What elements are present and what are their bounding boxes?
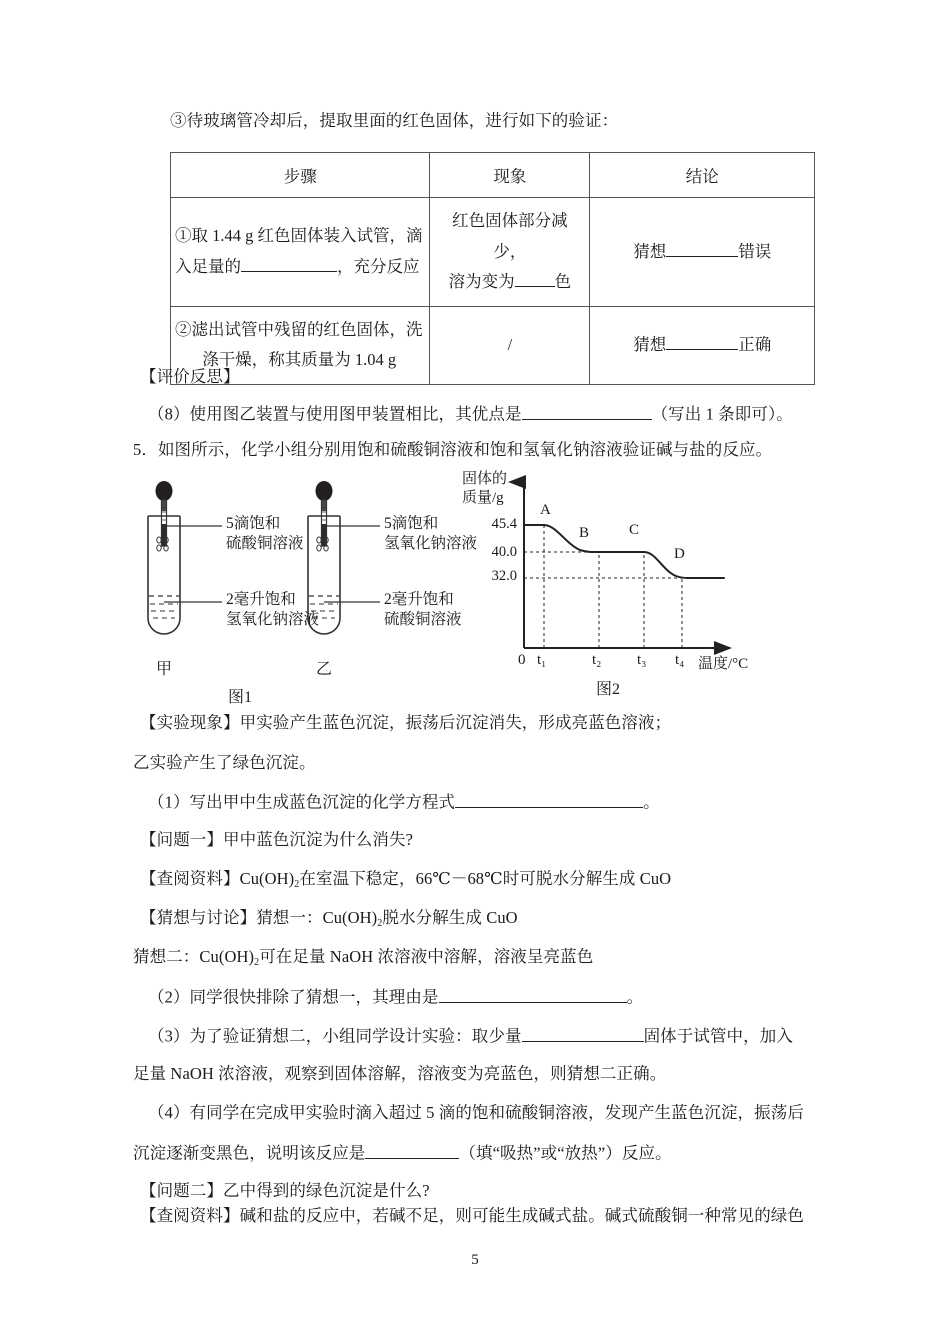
phenomenon-1-line-2-post: 色 <box>554 272 572 292</box>
table-row <box>171 306 815 384</box>
chart-xtick-t1: t₁ <box>537 652 547 668</box>
label-yi-top-line1: 5滴饱和 <box>384 515 439 532</box>
reference-two: 【查阅资料】碱和盐的反应中，若碱不足，则可能生成碱式盐。碱式硫酸铜一种常见的绿色 <box>140 1206 804 1225</box>
col-header-step: 步骤 <box>171 153 430 198</box>
phenomenon-1-line-2 <box>436 267 583 298</box>
chart-origin-label: 0 <box>518 652 526 668</box>
question-8-answer-blank[interactable] <box>522 402 652 420</box>
step-1-answer-blank[interactable] <box>241 254 337 272</box>
reference-one-sub: 2 <box>294 879 300 890</box>
chart-point-B: B <box>579 525 590 541</box>
question-1-answer-blank[interactable] <box>455 790 643 808</box>
guess-discussion-heading <box>140 907 518 929</box>
label-yi-bottom-line2: 硫酸铜溶液 <box>384 611 462 629</box>
figure-1-caption: 图1 <box>227 689 252 706</box>
conclusion-1-answer-blank[interactable] <box>666 239 738 257</box>
question-1-post: 。 <box>643 792 660 812</box>
question-3-post: 固体于试管中，加入 <box>643 1026 793 1046</box>
question-4-answer-blank[interactable] <box>365 1141 459 1159</box>
label-jia-bottom <box>226 590 319 630</box>
guess-one-post: 脱水分解生成 CuO <box>382 908 518 927</box>
question-2-pre: （2）同学很快排除了猜想一，其理由是 <box>148 987 439 1007</box>
question-3-line-2: 足量 NaOH 浓溶液，观察到固体溶解，溶液变为亮蓝色，则猜想二正确。 <box>133 1064 667 1083</box>
question-2 <box>148 985 643 1009</box>
question-8-pre: （8）使用图乙装置与使用图甲装置相比，其优点是 <box>148 404 522 424</box>
question-4-post: （填“吸热”或“放热”）反应。 <box>459 1143 672 1163</box>
test-tube-jia <box>148 481 222 634</box>
dropper-bulb-icon <box>316 481 333 501</box>
label-yi-bottom-line1: 2毫升饱和 <box>384 591 454 608</box>
intro-line: ③待玻璃管冷却后，提取里面的红色固体，进行如下的验证： <box>170 111 619 130</box>
col-header-conclusion: 结论 <box>590 153 815 198</box>
question-two-heading: 【问题二】乙中得到的绿色沉淀是什么? <box>140 1181 430 1200</box>
experiment-phenomenon-line-2: 乙实验产生了绿色沉淀。 <box>133 753 316 772</box>
question-5-stem: 5．如图所示，化学小组分别用饱和硫酸铜溶液和饱和氢氧化钠溶液验证碱与盐的反应。 <box>133 440 773 459</box>
figure-2-chart <box>462 470 762 700</box>
step-2-line-1: ②滤出试管中残留的红色固体，洗 <box>175 319 423 339</box>
question-4-line-2 <box>133 1141 672 1165</box>
chart-point-A: A <box>540 502 551 518</box>
label-yi-top-line2: 氢氧化钠溶液 <box>384 535 478 553</box>
chart-y-axis-label-line1: 固体的 <box>462 471 508 487</box>
question-2-answer-blank[interactable] <box>439 985 627 1003</box>
figure-2-caption: 图2 <box>595 681 620 698</box>
dropper-bulb-icon <box>156 481 173 501</box>
chart-point-C: C <box>629 522 640 538</box>
label-yi-bottom <box>384 590 462 630</box>
guess-two <box>133 946 593 968</box>
phenomenon-1-line-2-pre: 溶为变为 <box>448 272 515 292</box>
reference-one <box>140 868 671 890</box>
phenomenon-1-answer-blank[interactable] <box>515 270 555 288</box>
page-number: 5 <box>471 1252 479 1268</box>
cell-conclusion-1 <box>590 198 815 307</box>
phenomenon-2-value: / <box>507 334 513 354</box>
chart-ytick-45-4: 45.4 <box>491 516 517 532</box>
step-2-line-2: 涤干燥，称其质量为 1.04 g <box>202 350 397 370</box>
step-1-line-1: ①取 1.44 g 红色固体装入试管，滴 <box>175 226 423 246</box>
label-jia-bottom-line1: 2毫升饱和 <box>226 591 296 608</box>
col-header-phenomenon: 现象 <box>430 153 590 198</box>
chart-plot-svg <box>462 470 762 670</box>
step-1-line-2 <box>175 252 423 283</box>
label-jia-top-line1: 5滴饱和 <box>226 515 281 532</box>
label-jia-top <box>226 514 304 554</box>
chart-x-axis-label: 温度/°C <box>698 656 749 672</box>
chart-xtick-t4: t₄ <box>675 652 685 668</box>
question-8 <box>148 402 793 426</box>
chart-point-D: D <box>674 546 685 562</box>
question-4-line-1: （4）有同学在完成甲实验时滴入超过 5 滴的饱和硫酸铜溶液，发现产生蓝色沉淀，振荡后 <box>148 1103 804 1122</box>
question-one-heading: 【问题一】甲中蓝色沉淀为什么消失? <box>140 830 414 849</box>
table-row <box>171 198 815 307</box>
label-jia-bottom-line2: 氢氧化钠溶液 <box>226 611 320 629</box>
reference-one-post: 在室温下稳定，66℃－68℃时可脱水分解生成 CuO <box>299 869 672 888</box>
table-header-row <box>171 153 815 198</box>
tube-name-jia: 甲 <box>155 661 172 678</box>
guess-one-sub: 2 <box>377 918 383 929</box>
chart-ytick-32-0: 32.0 <box>491 568 517 584</box>
figure-1-apparatus <box>130 478 478 706</box>
cell-conclusion-2 <box>590 306 815 384</box>
phenomenon-1-line-1: 红色固体部分减少， <box>452 211 568 261</box>
question-3-line-1 <box>148 1024 793 1048</box>
conclusion-1-post: 错误 <box>738 241 772 261</box>
verification-table <box>170 152 815 385</box>
cell-phenomenon-2 <box>430 306 590 384</box>
guess-one-pre: 【猜想与讨论】猜想一：Cu(OH) <box>140 908 378 927</box>
step-1-line-2-post: ，充分反应 <box>337 256 420 276</box>
chart-ytick-40-0: 40.0 <box>491 544 517 560</box>
conclusion-2-answer-blank[interactable] <box>666 332 738 350</box>
conclusion-2-post: 正确 <box>738 334 772 354</box>
question-8-post: （写出 1 条即可）。 <box>651 404 793 424</box>
chart-xtick-t3: t₃ <box>637 652 647 668</box>
cell-step-1 <box>171 198 430 307</box>
question-1-pre: （1）写出甲中生成蓝色沉淀的化学方程式 <box>148 792 456 812</box>
label-jia-top-line2: 硫酸铜溶液 <box>226 535 304 553</box>
conclusion-1-pre: 猜想 <box>633 241 667 261</box>
chart-y-axis-label-line2: 质量/g <box>462 489 504 506</box>
experiment-phenomenon-line-1: 【实验现象】甲实验产生蓝色沉淀，振荡后沉淀消失，形成亮蓝色溶液； <box>140 713 672 732</box>
test-tubes-svg <box>130 478 470 678</box>
step-1-line-2-pre: 入足量的 <box>175 256 241 276</box>
question-3-answer-blank[interactable] <box>522 1024 644 1042</box>
conclusion-2-pre: 猜想 <box>633 334 667 354</box>
guess-two-sub: 2 <box>254 957 260 968</box>
question-3-pre: （3）为了验证猜想二，小组同学设计实验：取少量 <box>148 1026 522 1046</box>
question-4-pre: 沉淀逐渐变黑色，说明该反应是 <box>133 1143 366 1163</box>
question-1 <box>148 790 660 814</box>
tube-name-yi: 乙 <box>315 661 332 678</box>
question-2-post: 。 <box>626 987 644 1007</box>
cell-phenomenon-1 <box>430 198 590 307</box>
chart-xtick-t2: t₂ <box>592 652 602 668</box>
reference-one-pre: 【查阅资料】Cu(OH) <box>140 869 295 888</box>
guess-two-pre: 猜想二：Cu(OH) <box>133 947 255 966</box>
section-eval-heading: 【评价反思】 <box>140 367 240 386</box>
guess-two-post: 可在足量 NaOH 浓溶液中溶解，溶液呈亮蓝色 <box>259 947 594 966</box>
